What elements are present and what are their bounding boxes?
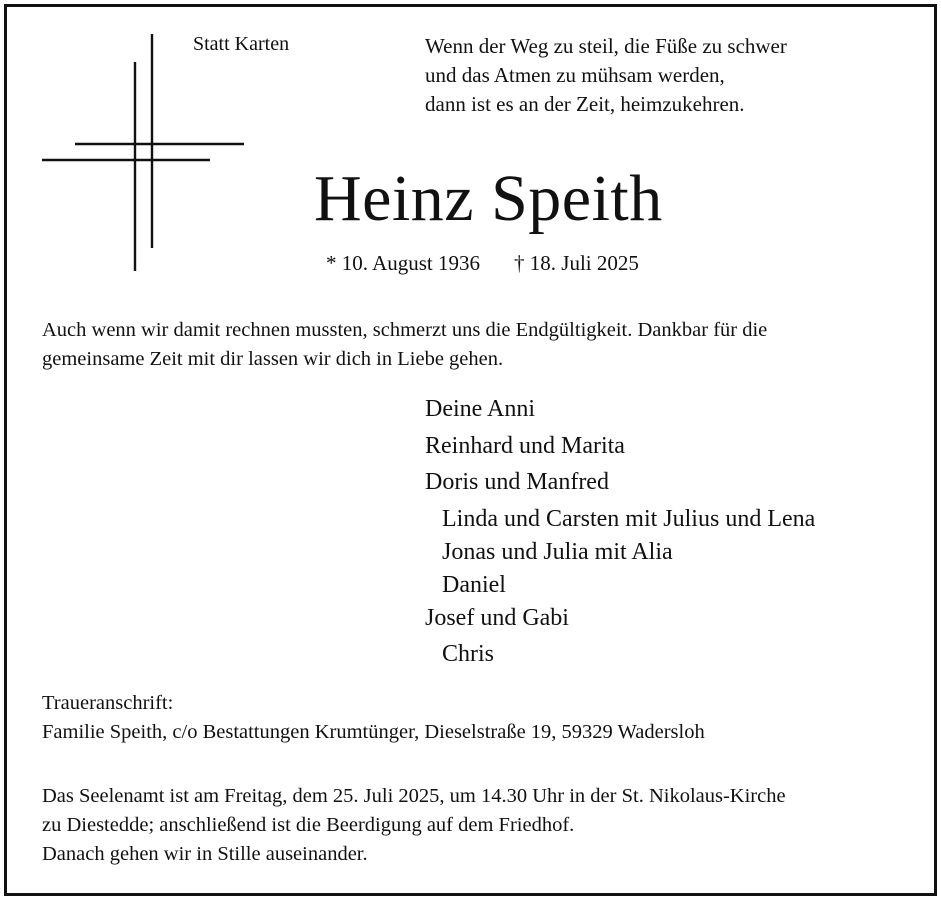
service-line: zu Diestedde; anschließend ist die Beerdigung auf dem Friedhof. xyxy=(42,814,575,836)
motto-verse xyxy=(425,32,787,119)
motto-line: Wenn der Weg zu steil, die Füße zu schwer xyxy=(425,34,787,58)
address-text: Familie Speith, c/o Bestattungen Krumtünger, Dieselstraße 19, 59329 Wadersloh xyxy=(42,721,705,743)
mourners-list xyxy=(425,394,815,672)
intro-line: Auch wenn wir damit rechnen mussten, schmerzt uns die Endgültigkeit. Dankbar für die xyxy=(42,319,768,341)
mourner-subentry: Chris xyxy=(442,641,495,667)
birth-date: * 10. August 1936 xyxy=(326,251,481,275)
intro-line: gemeinsame Zeit mit dir lassen wir dich in Liebe gehen. xyxy=(42,348,504,370)
mourner-entry: Reinhard und Marita xyxy=(425,432,625,459)
life-dates xyxy=(326,251,639,276)
intro-text xyxy=(42,316,767,374)
deceased-name: Heinz Speith xyxy=(314,162,663,235)
service-line: Danach gehen wir in Stille auseinander. xyxy=(42,843,368,865)
address-label: Traueranschrift: xyxy=(42,692,174,714)
service-info xyxy=(42,782,786,869)
mourning-address xyxy=(42,689,705,747)
mourner-subentry: Linda und Carsten mit Julius und Lena xyxy=(442,505,816,532)
mourner-subentry: Daniel xyxy=(442,571,506,598)
death-date: † 18. Juli 2025 xyxy=(514,251,639,275)
mourner-entry: Deine Anni xyxy=(425,396,535,422)
motto-line: dann ist es an der Zeit, heimzukehren. xyxy=(425,92,745,116)
service-line: Das Seelenamt ist am Freitag, dem 25. Juli 2025, um 14.30 Uhr in der St. Nikolaus-Kirche xyxy=(42,785,786,807)
mourner-subentry: Jonas und Julia mit Alia xyxy=(442,538,673,565)
mourner-entry: Josef und Gabi xyxy=(425,604,569,631)
motto-line: und das Atmen zu mühsam werden, xyxy=(425,63,725,87)
cross-icon xyxy=(40,34,246,274)
statt-karten-label: Statt Karten xyxy=(193,33,290,55)
mourner-entry: Doris und Manfred xyxy=(425,469,609,495)
